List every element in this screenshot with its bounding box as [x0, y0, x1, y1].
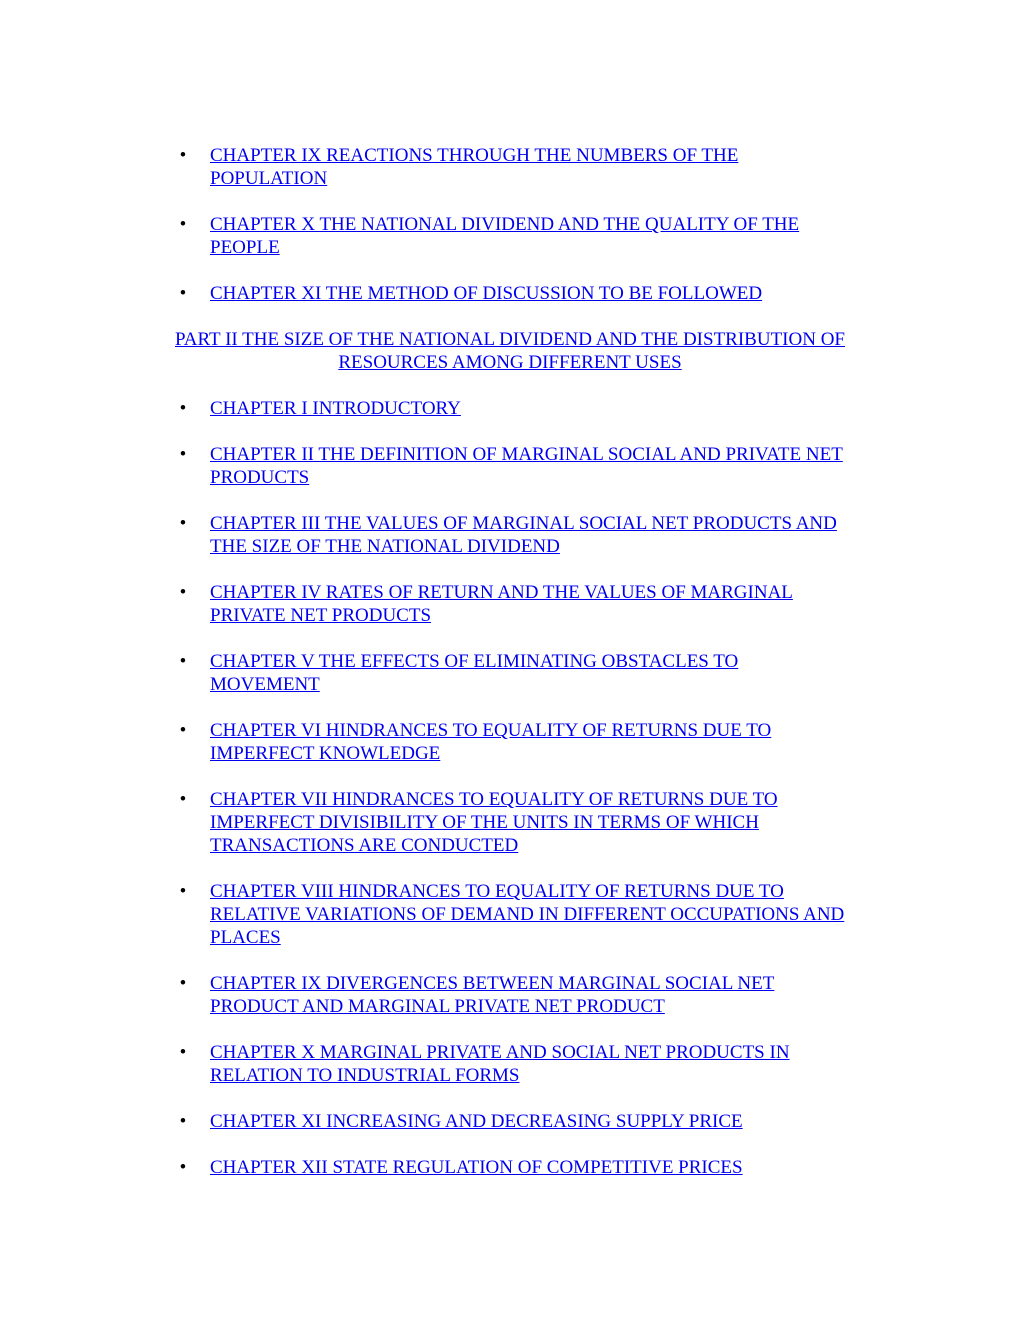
list-item — [0, 581, 1020, 627]
chapter-link[interactable]: CHAPTER IV RATES OF RETURN AND THE VALUES OF MARGINAL PRIVATE NET PRODUCTS — [210, 582, 793, 626]
bullet: • — [179, 789, 187, 810]
chapter-link[interactable]: CHAPTER IX REACTIONS THROUGH THE NUMBERS OF THE POPULATION — [210, 145, 739, 189]
list-item — [0, 650, 1020, 696]
list-item — [0, 512, 1020, 558]
chapter-link[interactable]: CHAPTER XI THE METHOD OF DISCUSSION TO BE FOLLOWED — [210, 283, 763, 304]
bullet: • — [179, 214, 187, 235]
list-item — [0, 397, 1020, 420]
bullet: • — [179, 513, 187, 534]
bullet: • — [179, 1157, 187, 1178]
list-item — [0, 1110, 1020, 1133]
chapter-link[interactable]: CHAPTER XI INCREASING AND DECREASING SUPPLY PRICE — [210, 1111, 743, 1132]
bullet: • — [179, 973, 187, 994]
chapter-link[interactable]: CHAPTER I INTRODUCTORY — [210, 398, 461, 419]
bullet: • — [179, 145, 187, 166]
part-heading-link[interactable]: PART II THE SIZE OF THE NATIONAL DIVIDEND AND THE DISTRIBUTION OF RESOURCES AMONG DIFFERENT USES — [174, 329, 845, 373]
chapter-link[interactable]: CHAPTER VII HINDRANCES TO EQUALITY OF RETURNS DUE TO IMPERFECT DIVISIBILITY OF THE UNITS IN TERMS OF WHICH TRANSACTIONS ARE CONDUCTED — [210, 789, 778, 856]
bullet: • — [179, 1111, 187, 1132]
list-item — [0, 972, 1020, 1018]
chapter-link[interactable]: CHAPTER III THE VALUES OF MARGINAL SOCIAL NET PRODUCTS AND THE SIZE OF THE NATIONAL DIVIDEND — [210, 513, 837, 557]
list-item — [0, 1041, 1020, 1087]
list-item — [0, 443, 1020, 489]
chapter-link[interactable]: CHAPTER V THE EFFECTS OF ELIMINATING OBSTACLES TO MOVEMENT — [210, 651, 739, 695]
bullet: • — [179, 651, 187, 672]
list-item — [0, 1156, 1020, 1179]
chapter-link[interactable]: CHAPTER XII STATE REGULATION OF COMPETITIVE PRICES — [210, 1157, 743, 1178]
list-item — [0, 144, 1020, 190]
list-item — [0, 788, 1020, 857]
chapter-link[interactable]: CHAPTER IX DIVERGENCES BETWEEN MARGINAL SOCIAL NET PRODUCT AND MARGINAL PRIVATE NET PRODUCT — [210, 973, 775, 1017]
part-heading — [145, 328, 875, 374]
chapter-link[interactable]: CHAPTER VIII HINDRANCES TO EQUALITY OF RETURNS DUE TO RELATIVE VARIATIONS OF DEMAND IN DIFFERENT OCCUPATIONS AND PLACES — [210, 881, 845, 948]
bullet: • — [179, 283, 187, 304]
bullet: • — [179, 444, 187, 465]
bullet: • — [179, 881, 187, 902]
bullet: • — [179, 398, 187, 419]
bullet: • — [179, 720, 187, 741]
list-item — [0, 213, 1020, 259]
list-item — [0, 719, 1020, 765]
chapter-link[interactable]: CHAPTER VI HINDRANCES TO EQUALITY OF RETURNS DUE TO IMPERFECT KNOWLEDGE — [210, 720, 772, 764]
list-item — [0, 282, 1020, 305]
list-item — [0, 880, 1020, 949]
chapter-link[interactable]: CHAPTER X MARGINAL PRIVATE AND SOCIAL NET PRODUCTS IN RELATION TO INDUSTRIAL FORMS — [210, 1042, 790, 1086]
chapter-link[interactable]: CHAPTER II THE DEFINITION OF MARGINAL SOCIAL AND PRIVATE NET PRODUCTS — [210, 444, 843, 488]
chapter-link[interactable]: CHAPTER X THE NATIONAL DIVIDEND AND THE QUALITY OF THE PEOPLE — [210, 214, 800, 258]
bullet: • — [179, 582, 187, 603]
bullet: • — [179, 1042, 187, 1063]
